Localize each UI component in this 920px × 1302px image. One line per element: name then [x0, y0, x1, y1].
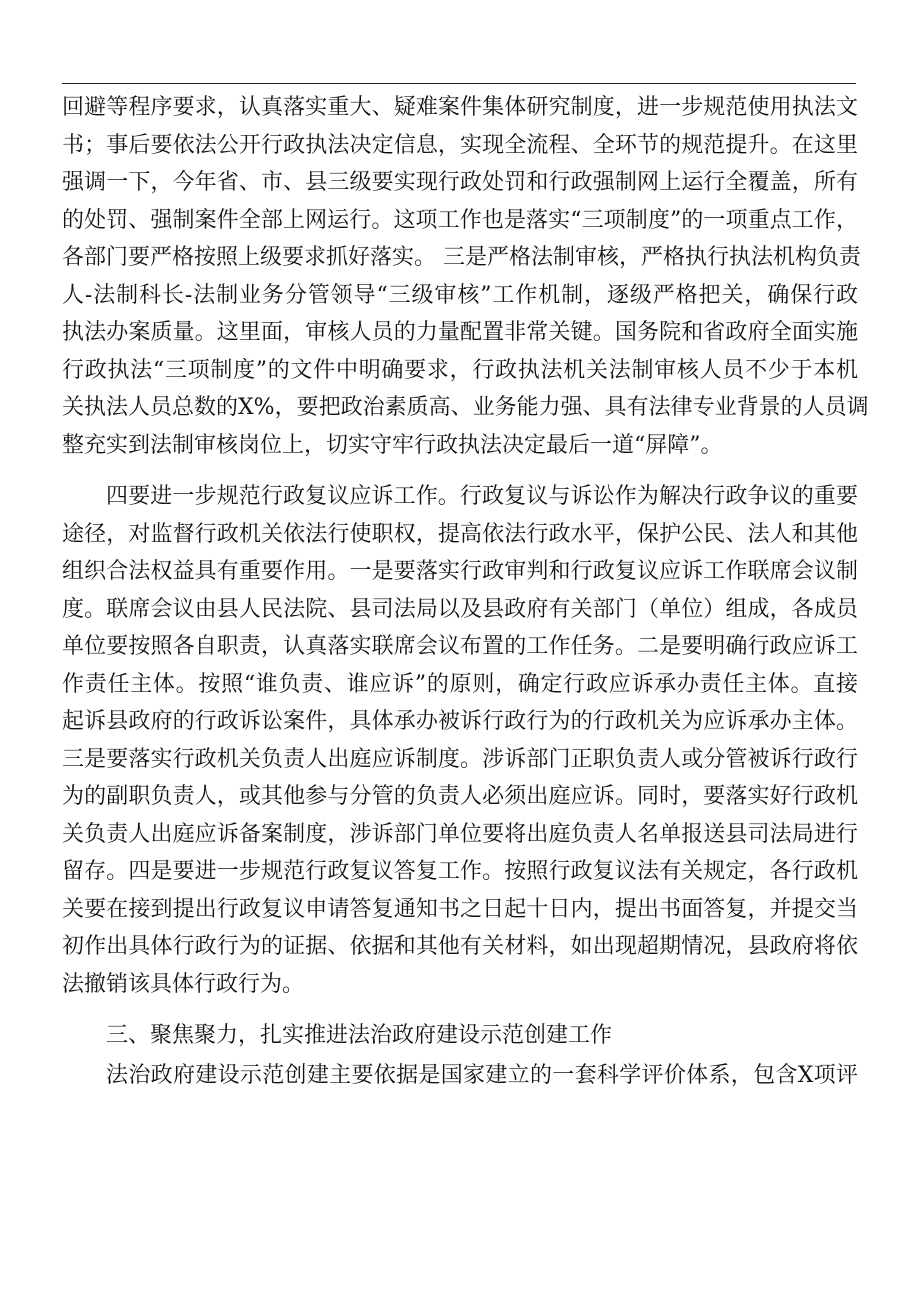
text-line: 初作出具体行政行为的证据、依据和其他有关材料，如出现超期情况，县政府将依: [62, 934, 858, 959]
document-body: [62, 89, 869, 1094]
header-rule: [62, 83, 856, 84]
text-line: 法撤销该具体行政行为。: [62, 971, 305, 997]
text-line: 关负责人出庭应诉备案制度，涉诉部门单位要将出庭负责人名单报送县司法局进行: [62, 821, 858, 847]
paragraph-spacing: [62, 1003, 858, 1017]
paragraph-spacing: [62, 464, 858, 478]
text-line: 执法办案质量。这里面，审核人员的力量配置非常关键。国务院和省政府全面实施: [62, 320, 858, 345]
text-line: 起诉县政府的行政诉讼案件，具体承办被诉行政行为的行政机关为应诉承办主体。: [62, 709, 858, 734]
text-line: 回避等程序要求，认真落实重大、疑难案件集体研究制度，进一步规范使用执法文: [62, 95, 858, 120]
text-line: 整充实到法制审核岗位上，切实守牢行政执法决定最后一道“屏障”。: [62, 432, 723, 458]
paragraph: [62, 478, 858, 1003]
text-line: 人-法制科长-法制业务分管领导“三级审核”工作机制，逐级严格把关，确保行政: [62, 282, 858, 308]
text-line: 为的副职负责人，或其他参与分管的负责人必须出庭应诉。同时，要落实好行政机: [62, 784, 858, 809]
text-line: 强调一下，今年省、市、县三级要实现行政处罚和行政强制网上运行全覆盖，所有: [62, 170, 858, 195]
text-line: 各部门要严格按照上级要求抓好落实。 三是严格法制审核，严格执行执法机构负责: [62, 245, 861, 270]
text-line: 留存。四是要进一步规范行政复议答复工作。按照行政复议法有关规定，各行政机: [62, 859, 858, 884]
text-line: 四要进一步规范行政复议应诉工作。行政复议与诉讼作为解决行政争议的重要: [106, 484, 858, 509]
text-line: 作责任主体。按照“谁负责、谁应诉”的原则，确定行政应诉承办责任主体。直接: [62, 671, 858, 697]
text-line: 行政执法“三项制度”的文件中明确要求，行政执法机关法制审核人员不少于本机: [62, 357, 858, 383]
text-line: 法治政府建设示范创建主要依据是国家建立的一套科学评价体系，包含X项评: [106, 1062, 858, 1088]
text-line: 度。联席会议由县人民法院、县司法局以及县政府有关部门（单位）组成，各成员: [62, 596, 858, 622]
text-line: 书；事后要依法公开行政执法决定信息，实现全流程、全环节的规范提升。在这里: [62, 132, 858, 158]
text-line: 的处罚、强制案件全部上网运行。这项工作也是落实“三项制度”的一项重点工作，: [62, 207, 858, 233]
text-line: 单位要按照各自职责，认真落实联席会议布置的工作任务。二是要明确行政应诉工: [62, 634, 858, 659]
paragraph: [62, 1057, 858, 1095]
text-line: 组织合法权益具有重要作用。一是要落实行政审判和行政复议应诉工作联席会议制: [62, 559, 858, 584]
paragraph: [62, 89, 869, 464]
text-line: 三是要落实行政机关负责人出庭应诉制度。涉诉部门正职负责人或分管被诉行政行: [62, 746, 858, 772]
section-heading: [62, 1017, 858, 1055]
text-line: 关执法人员总数的X%，要把政治素质高、业务能力强、具有法律专业背景的人员调: [62, 395, 869, 420]
heading-line: 三、聚焦聚力，扎实推进法治政府建设示范创建工作: [106, 1023, 613, 1048]
text-line: 途径，对监督行政机关依法行使职权，提高依法行政水平，保护公民、法人和其他: [62, 521, 858, 547]
text-line: 关要在接到提出行政复议申请答复通知书之日起十日内，提出书面答复，并提交当: [62, 896, 858, 922]
